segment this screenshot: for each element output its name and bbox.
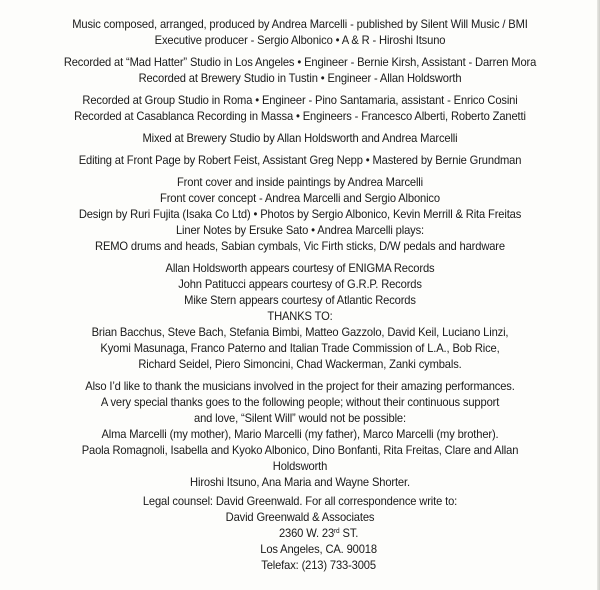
legal-contact [49, 493, 551, 573]
credit-line: REMO drums and heads, Sabian cymbals, Vic Firth sticks, D/W pedals and hardware [95, 239, 505, 253]
credit-line: John Patitucci appears courtesy of G.R.P. Records [178, 277, 422, 291]
mixing-credit [49, 130, 551, 146]
credit-line: Design by Ruri Fujita (Isaka Co Ltd) • Photos by Sergio Albonico, Kevin Merrill & Rita Freitas [78, 207, 522, 221]
credit-line: Front cover and inside paintings by Andrea Marcelli [177, 175, 423, 189]
credit-line: Recorded at Group Studio in Roma • Engineer - Pino Santamaria, assistant - Enrico Cosini [82, 93, 518, 107]
legal-line: David Greenwald & Associates [225, 510, 375, 524]
recording-credits-la [49, 54, 551, 86]
recording-credits-italy [49, 92, 551, 124]
production-credits [49, 16, 551, 48]
thanks-line: A very special thanks goes to the following people; without their continuous support [100, 395, 500, 409]
address-street-number: 2360 W. 23 [278, 526, 335, 540]
thanks-line: Paola Romagnoli, Isabella and Kyoko Albonico, Dino Bonfanti, Rita Freitas, Clare and Allan [81, 443, 519, 457]
credit-line: Editing at Front Page by Robert Feist, Assistant Greg Nepp • Mastered by Bernie Grundman [78, 153, 522, 167]
credit-line: Allan Holdsworth appears courtesy of ENIGMA Records [165, 261, 435, 275]
thanks-line: and love, “Silent Will” would not be possible: [194, 411, 406, 425]
credit-line: Front cover concept - Andrea Marcelli and Sergio Albonico [160, 191, 440, 205]
thanks-line: Richard Seidel, Piero Simoncini, Chad Wackerman, Zanki cymbals. [138, 357, 462, 371]
personal-thanks [49, 378, 551, 490]
thanks-line: Hiroshi Itsuno, Ana Maria and Wayne Shorter. [190, 475, 410, 489]
credit-line: Mixed at Brewery Studio by Allan Holdsworth and Andrea Marcelli [142, 131, 458, 145]
credit-line: Executive producer - Sergio Albonico • A & R - Hiroshi Itsuno [154, 33, 446, 47]
thanks-line: Alma Marcelli (my mother), Mario Marcelli (my father), Marco Marcelli (my brother). [101, 427, 499, 441]
thanks-heading: THANKS TO: [267, 309, 333, 323]
courtesy-credits [49, 260, 551, 308]
credit-line: Mike Stern appears courtesy of Atlantic Records [184, 293, 416, 307]
address-street-suffix: rd [334, 528, 340, 535]
address-street-type: ST. [339, 526, 359, 540]
art-design-credits [49, 174, 551, 254]
thanks-line: Also I’d like to thank the musicians involved in the project for their amazing performances. [85, 379, 515, 393]
thanks-line: Kyomi Masunaga, Franco Paterno and Italian Trade Commission of L.A., Bob Rice, [100, 341, 500, 355]
credit-line: Recorded at “Mad Hatter” Studio in Los Angeles • Engineer - Bernie Kirsh, Assistant - Darren Mora [63, 55, 537, 69]
editing-mastering-credit [49, 152, 551, 168]
address-city: Los Angeles, CA. 90018 [260, 542, 377, 556]
thanks-line: Holdsworth [272, 459, 328, 473]
address-street [86, 525, 551, 541]
thanks-section [49, 308, 551, 372]
credit-line: Music composed, arranged, produced by Andrea Marcelli - published by Silent Will Music / BMI [72, 17, 528, 31]
credit-line: Liner Notes by Ersuke Sato • Andrea Marcelli plays: [175, 223, 425, 237]
credits-text [49, 16, 551, 573]
credit-line: Recorded at Brewery Studio in Tustin • Engineer - Allan Holdsworth [138, 71, 462, 85]
legal-line: Legal counsel: David Greenwald. For all correspondence write to: [142, 494, 458, 508]
address-fax: Telefax: (213) 733-3005 [261, 558, 376, 572]
thanks-line: Brian Bacchus, Steve Bach, Stefania Bimbi, Matteo Gazzolo, David Keil, Luciano Linzi, [91, 325, 509, 339]
credit-line: Recorded at Casablanca Recording in Massa • Engineers - Francesco Alberti, Roberto Zanetti [74, 109, 526, 123]
